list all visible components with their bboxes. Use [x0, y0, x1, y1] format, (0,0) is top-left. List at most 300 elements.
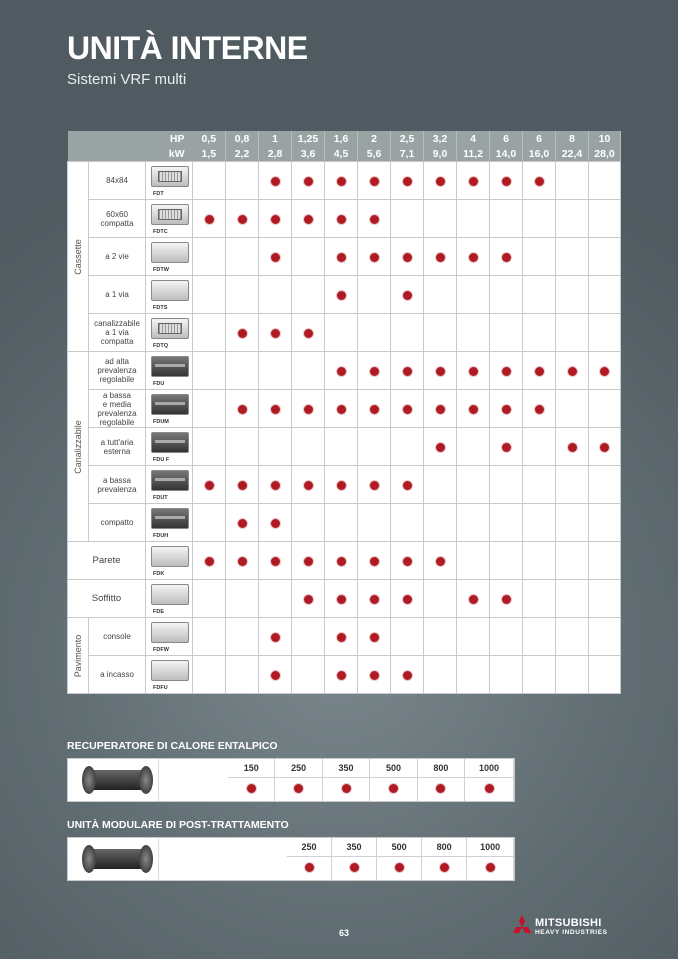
availability-dot-icon	[238, 481, 247, 490]
capacity-cell	[226, 200, 259, 238]
table-row	[68, 656, 621, 694]
availability-dot-icon	[304, 595, 313, 604]
capacity-cell	[523, 466, 556, 504]
capacity-cell	[358, 504, 391, 542]
unit-type-label: a incasso	[89, 656, 146, 694]
capacity-cell	[523, 200, 556, 238]
unit-type-label: ad alta prevalenza regolabile	[89, 352, 146, 390]
capacity-cell	[292, 580, 325, 618]
availability-dot-icon	[568, 443, 577, 452]
capacity-cell	[226, 580, 259, 618]
availability-dot-icon	[370, 177, 379, 186]
model-code: FDTQ	[153, 343, 168, 349]
availability-dot-icon	[370, 405, 379, 414]
capacity-cell	[325, 390, 358, 428]
capacity-cell	[226, 276, 259, 314]
unit-image	[151, 584, 189, 605]
category-label: Soffitto	[68, 580, 146, 618]
capacity-cell	[457, 504, 490, 542]
recuperatore-dot-cell	[465, 778, 514, 802]
capacity-cell	[556, 466, 589, 504]
capacity-cell	[226, 466, 259, 504]
availability-dot-icon	[337, 253, 346, 262]
capacity-cell	[589, 466, 621, 504]
capacity-cell	[193, 238, 226, 276]
availability-dot-icon	[205, 481, 214, 490]
capacity-cell	[193, 428, 226, 466]
capacity-cell	[490, 504, 523, 542]
capacity-cell	[490, 466, 523, 504]
unit-image	[151, 204, 189, 225]
capacity-cell	[259, 428, 292, 466]
recuperatore-value: 150	[228, 759, 275, 778]
kw-value: 2,8	[259, 146, 292, 162]
capacity-cell	[391, 618, 424, 656]
unit-image-cell	[146, 390, 193, 428]
model-code: FDE	[153, 609, 164, 615]
capacity-cell	[523, 656, 556, 694]
capacity-cell	[391, 504, 424, 542]
table-row	[68, 504, 621, 542]
capacity-cell	[358, 656, 391, 694]
capacity-cell	[325, 618, 358, 656]
capacity-cell	[490, 276, 523, 314]
capacity-cell	[193, 466, 226, 504]
capacity-cell	[226, 390, 259, 428]
capacity-cell	[325, 352, 358, 390]
capacity-cell	[523, 580, 556, 618]
recuperatore-dot-cell	[417, 778, 464, 802]
capacity-cell	[424, 352, 457, 390]
availability-dot-icon	[370, 595, 379, 604]
availability-dot-icon	[337, 291, 346, 300]
capacity-cell	[391, 390, 424, 428]
capacity-cell	[391, 656, 424, 694]
availability-dot-icon	[502, 177, 511, 186]
capacity-cell	[391, 162, 424, 200]
capacity-cell	[193, 580, 226, 618]
availability-dot-icon	[436, 367, 445, 376]
capacity-cell	[589, 238, 621, 276]
availability-dot-icon	[370, 481, 379, 490]
capacity-cell	[556, 390, 589, 428]
capacity-cell	[325, 542, 358, 580]
capacity-cell	[226, 656, 259, 694]
availability-dot-icon	[440, 863, 449, 872]
availability-dot-icon	[436, 253, 445, 262]
availability-dot-icon	[403, 367, 412, 376]
unit-image	[151, 660, 189, 681]
capacity-cell	[589, 352, 621, 390]
hp-value: 1,6	[325, 131, 358, 146]
capacity-cell	[424, 428, 457, 466]
availability-dot-icon	[403, 177, 412, 186]
capacity-cell	[325, 162, 358, 200]
capacity-cell	[523, 276, 556, 314]
capacity-cell	[292, 162, 325, 200]
availability-dot-icon	[271, 671, 280, 680]
unit-image	[151, 356, 189, 377]
recuperatore-dot-cell	[275, 778, 322, 802]
modulare-value: 350	[332, 838, 377, 857]
modulare-value: 1000	[467, 838, 514, 857]
kw-value: 28,0	[589, 146, 621, 162]
unit-image	[151, 470, 189, 491]
availability-dot-icon	[436, 557, 445, 566]
modulare-value: 800	[422, 838, 467, 857]
availability-dot-icon	[370, 671, 379, 680]
unit-image	[151, 432, 189, 453]
model-code: FDK	[153, 571, 165, 577]
capacity-cell	[490, 618, 523, 656]
kw-value: 3,6	[292, 146, 325, 162]
hp-value: 1	[259, 131, 292, 146]
modulare-dot-cell	[332, 857, 377, 881]
availability-dot-icon	[305, 863, 314, 872]
kw-value: 11,2	[457, 146, 490, 162]
capacity-cell	[589, 276, 621, 314]
availability-dot-icon	[304, 177, 313, 186]
capacity-cell	[259, 276, 292, 314]
capacity-cell	[391, 276, 424, 314]
availability-dot-icon	[205, 215, 214, 224]
unit-image	[151, 546, 189, 567]
capacity-cell	[589, 504, 621, 542]
capacity-cell	[391, 238, 424, 276]
table-row	[68, 580, 621, 618]
capacity-cell	[325, 428, 358, 466]
capacity-cell	[424, 390, 457, 428]
kw-value: 14,0	[490, 146, 523, 162]
unit-image-cell	[146, 580, 193, 618]
page-title: UNITÀ INTERNE	[67, 30, 308, 66]
hp-value: 6	[523, 131, 556, 146]
unit-type-label: a 2 vie	[89, 238, 146, 276]
modulare-box	[67, 837, 515, 881]
capacity-cell	[457, 352, 490, 390]
availability-dot-icon	[271, 557, 280, 566]
capacity-cell	[259, 162, 292, 200]
availability-dot-icon	[271, 253, 280, 262]
capacity-cell	[226, 504, 259, 542]
hp-value: 8	[556, 131, 589, 146]
capacity-cell	[424, 238, 457, 276]
capacity-cell	[424, 580, 457, 618]
capacity-cell	[589, 162, 621, 200]
modulare-dot-cell	[467, 857, 514, 881]
availability-dot-icon	[304, 405, 313, 414]
unit-image-cell	[146, 618, 193, 656]
capacity-cell	[556, 656, 589, 694]
capacity-cell	[226, 352, 259, 390]
availability-dot-icon	[337, 367, 346, 376]
kw-value: 16,0	[523, 146, 556, 162]
capacity-cell	[259, 314, 292, 352]
availability-dot-icon	[370, 557, 379, 566]
availability-dot-icon	[502, 405, 511, 414]
capacity-cell	[193, 618, 226, 656]
availability-dot-icon	[485, 784, 494, 793]
capacity-cell	[259, 200, 292, 238]
table-row	[68, 542, 621, 580]
unit-image	[151, 508, 189, 529]
modulare-title: UNITÀ MODULARE DI POST-TRATTAMENTO	[67, 819, 289, 831]
capacity-cell	[391, 200, 424, 238]
availability-dot-icon	[389, 784, 398, 793]
capacity-cell	[358, 162, 391, 200]
model-code: FDUT	[153, 495, 168, 501]
unit-type-label: console	[89, 618, 146, 656]
availability-dot-icon	[247, 784, 256, 793]
availability-dot-icon	[370, 633, 379, 642]
capacity-cell	[457, 428, 490, 466]
unit-type-label: a bassa e media prevalenza regolabile	[89, 390, 146, 428]
capacity-cell	[193, 314, 226, 352]
capacity-cell	[523, 238, 556, 276]
capacity-cell	[556, 238, 589, 276]
capacity-cell	[391, 428, 424, 466]
modulare-image	[68, 838, 159, 880]
capacity-cell	[490, 238, 523, 276]
capacity-cell	[457, 580, 490, 618]
capacity-cell	[325, 200, 358, 238]
capacity-cell	[292, 200, 325, 238]
availability-dot-icon	[304, 215, 313, 224]
capacity-cell	[292, 390, 325, 428]
recuperatore-dot-cell	[322, 778, 369, 802]
capacity-cell	[226, 238, 259, 276]
availability-dot-icon	[568, 367, 577, 376]
capacity-cell	[457, 656, 490, 694]
unit-image	[151, 394, 189, 415]
capacity-cell	[589, 542, 621, 580]
recuperatore-value: 1000	[465, 759, 514, 778]
recuperatore-value: 350	[322, 759, 369, 778]
availability-dot-icon	[469, 367, 478, 376]
availability-dot-icon	[337, 405, 346, 414]
modulare-value: 250	[287, 838, 332, 857]
hp-value: 2	[358, 131, 391, 146]
model-code: FDTS	[153, 305, 168, 311]
brand-subtitle: HEAVY INDUSTRIES	[535, 929, 608, 936]
capacity-cell	[424, 276, 457, 314]
capacity-cell	[457, 542, 490, 580]
availability-dot-icon	[535, 367, 544, 376]
capacity-cell	[259, 238, 292, 276]
capacity-cell	[556, 162, 589, 200]
model-code: FDT	[153, 191, 164, 197]
capacity-cell	[523, 428, 556, 466]
capacity-cell	[358, 466, 391, 504]
capacity-cell	[490, 162, 523, 200]
group-label: Pavimento	[73, 634, 83, 677]
unit-type-label: a 1 via	[89, 276, 146, 314]
model-code: FDU	[153, 381, 165, 387]
capacity-cell	[226, 618, 259, 656]
capacity-cell	[358, 618, 391, 656]
hp-header-row	[68, 131, 621, 146]
kw-value: 2,2	[226, 146, 259, 162]
brand-name: MITSUBISHI	[535, 917, 602, 929]
unit-image-cell	[146, 200, 193, 238]
recuperatore-title: RECUPERATORE DI CALORE ENTALPICO	[67, 740, 278, 752]
availability-dot-icon	[337, 481, 346, 490]
category-label: Parete	[68, 542, 146, 580]
capacity-cell	[457, 276, 490, 314]
capacity-cell	[556, 200, 589, 238]
table-row	[68, 314, 621, 352]
capacity-cell	[226, 428, 259, 466]
model-code: FDTC	[153, 229, 168, 235]
table-row	[68, 352, 621, 390]
capacity-cell	[226, 162, 259, 200]
availability-dot-icon	[502, 367, 511, 376]
modulare-dot-cell	[422, 857, 467, 881]
recuperatore-dot-cell	[228, 778, 275, 802]
capacity-cell	[391, 352, 424, 390]
capacity-cell	[259, 618, 292, 656]
availability-dot-icon	[337, 215, 346, 224]
kw-label: kW	[68, 146, 193, 162]
unit-image	[151, 166, 189, 187]
capacity-cell	[259, 352, 292, 390]
capacity-cell	[424, 618, 457, 656]
capacity-cell	[193, 504, 226, 542]
group-label: Cassette	[73, 238, 83, 275]
capacity-cell	[358, 200, 391, 238]
capacity-cell	[490, 656, 523, 694]
unit-image-cell	[146, 162, 193, 200]
group-cell	[68, 352, 89, 542]
capacity-cell	[556, 618, 589, 656]
availability-dot-icon	[370, 367, 379, 376]
capacity-cell	[523, 618, 556, 656]
model-code: FDU F	[153, 457, 170, 463]
unit-image-cell	[146, 542, 193, 580]
model-code: FDUH	[153, 533, 169, 539]
availability-dot-icon	[238, 557, 247, 566]
hp-value: 0,8	[226, 131, 259, 146]
capacity-cell	[358, 352, 391, 390]
capacity-cell	[589, 580, 621, 618]
table-row	[68, 390, 621, 428]
availability-dot-icon	[350, 863, 359, 872]
capacity-cell	[391, 580, 424, 618]
unit-image-cell	[146, 466, 193, 504]
capacity-cell	[424, 542, 457, 580]
availability-dot-icon	[502, 443, 511, 452]
availability-dot-icon	[337, 177, 346, 186]
compatibility-table	[67, 131, 621, 694]
availability-dot-icon	[403, 253, 412, 262]
capacity-cell	[193, 390, 226, 428]
availability-dot-icon	[304, 329, 313, 338]
capacity-cell	[193, 162, 226, 200]
kw-value: 4,5	[325, 146, 358, 162]
capacity-cell	[193, 542, 226, 580]
capacity-cell	[325, 580, 358, 618]
hp-value: 1,25	[292, 131, 325, 146]
unit-type-label: 84x84	[89, 162, 146, 200]
capacity-cell	[424, 162, 457, 200]
unit-image-cell	[146, 314, 193, 352]
capacity-cell	[358, 390, 391, 428]
kw-header-row	[68, 146, 621, 162]
availability-dot-icon	[304, 557, 313, 566]
unit-image	[151, 318, 189, 339]
unit-image	[151, 242, 189, 263]
unit-image-cell	[146, 238, 193, 276]
availability-dot-icon	[337, 633, 346, 642]
availability-dot-icon	[271, 215, 280, 224]
capacity-cell	[424, 314, 457, 352]
recuperatore-value: 500	[370, 759, 417, 778]
capacity-cell	[193, 200, 226, 238]
unit-type-label: a tutt'aria esterna	[89, 428, 146, 466]
capacity-cell	[358, 428, 391, 466]
capacity-cell	[523, 542, 556, 580]
availability-dot-icon	[403, 595, 412, 604]
unit-image-cell	[146, 276, 193, 314]
availability-dot-icon	[238, 215, 247, 224]
capacity-cell	[589, 428, 621, 466]
table-body	[68, 162, 621, 694]
capacity-cell	[523, 314, 556, 352]
availability-dot-icon	[469, 405, 478, 414]
capacity-cell	[259, 466, 292, 504]
availability-dot-icon	[205, 557, 214, 566]
capacity-cell	[226, 314, 259, 352]
unit-image-cell	[146, 428, 193, 466]
capacity-cell	[292, 504, 325, 542]
hp-value: 3,2	[424, 131, 457, 146]
capacity-cell	[391, 466, 424, 504]
availability-dot-icon	[535, 405, 544, 414]
availability-dot-icon	[304, 481, 313, 490]
availability-dot-icon	[502, 595, 511, 604]
capacity-cell	[556, 504, 589, 542]
capacity-cell	[523, 504, 556, 542]
capacity-cell	[391, 314, 424, 352]
capacity-cell	[325, 238, 358, 276]
unit-image-cell	[146, 656, 193, 694]
availability-dot-icon	[600, 367, 609, 376]
capacity-cell	[424, 656, 457, 694]
availability-dot-icon	[469, 253, 478, 262]
recuperatore-table	[228, 759, 514, 801]
availability-dot-icon	[238, 405, 247, 414]
availability-dot-icon	[271, 405, 280, 414]
modulare-table	[287, 838, 514, 880]
capacity-cell	[424, 200, 457, 238]
capacity-cell	[193, 656, 226, 694]
capacity-cell	[589, 390, 621, 428]
capacity-cell	[589, 314, 621, 352]
capacity-cell	[490, 542, 523, 580]
availability-dot-icon	[436, 177, 445, 186]
capacity-cell	[292, 542, 325, 580]
capacity-cell	[490, 580, 523, 618]
capacity-cell	[589, 656, 621, 694]
hp-value: 6	[490, 131, 523, 146]
capacity-cell	[358, 238, 391, 276]
availability-dot-icon	[403, 405, 412, 414]
capacity-cell	[292, 618, 325, 656]
recuperatore-value: 250	[275, 759, 322, 778]
availability-dot-icon	[469, 177, 478, 186]
hp-label: HP	[68, 131, 193, 146]
capacity-cell	[325, 656, 358, 694]
